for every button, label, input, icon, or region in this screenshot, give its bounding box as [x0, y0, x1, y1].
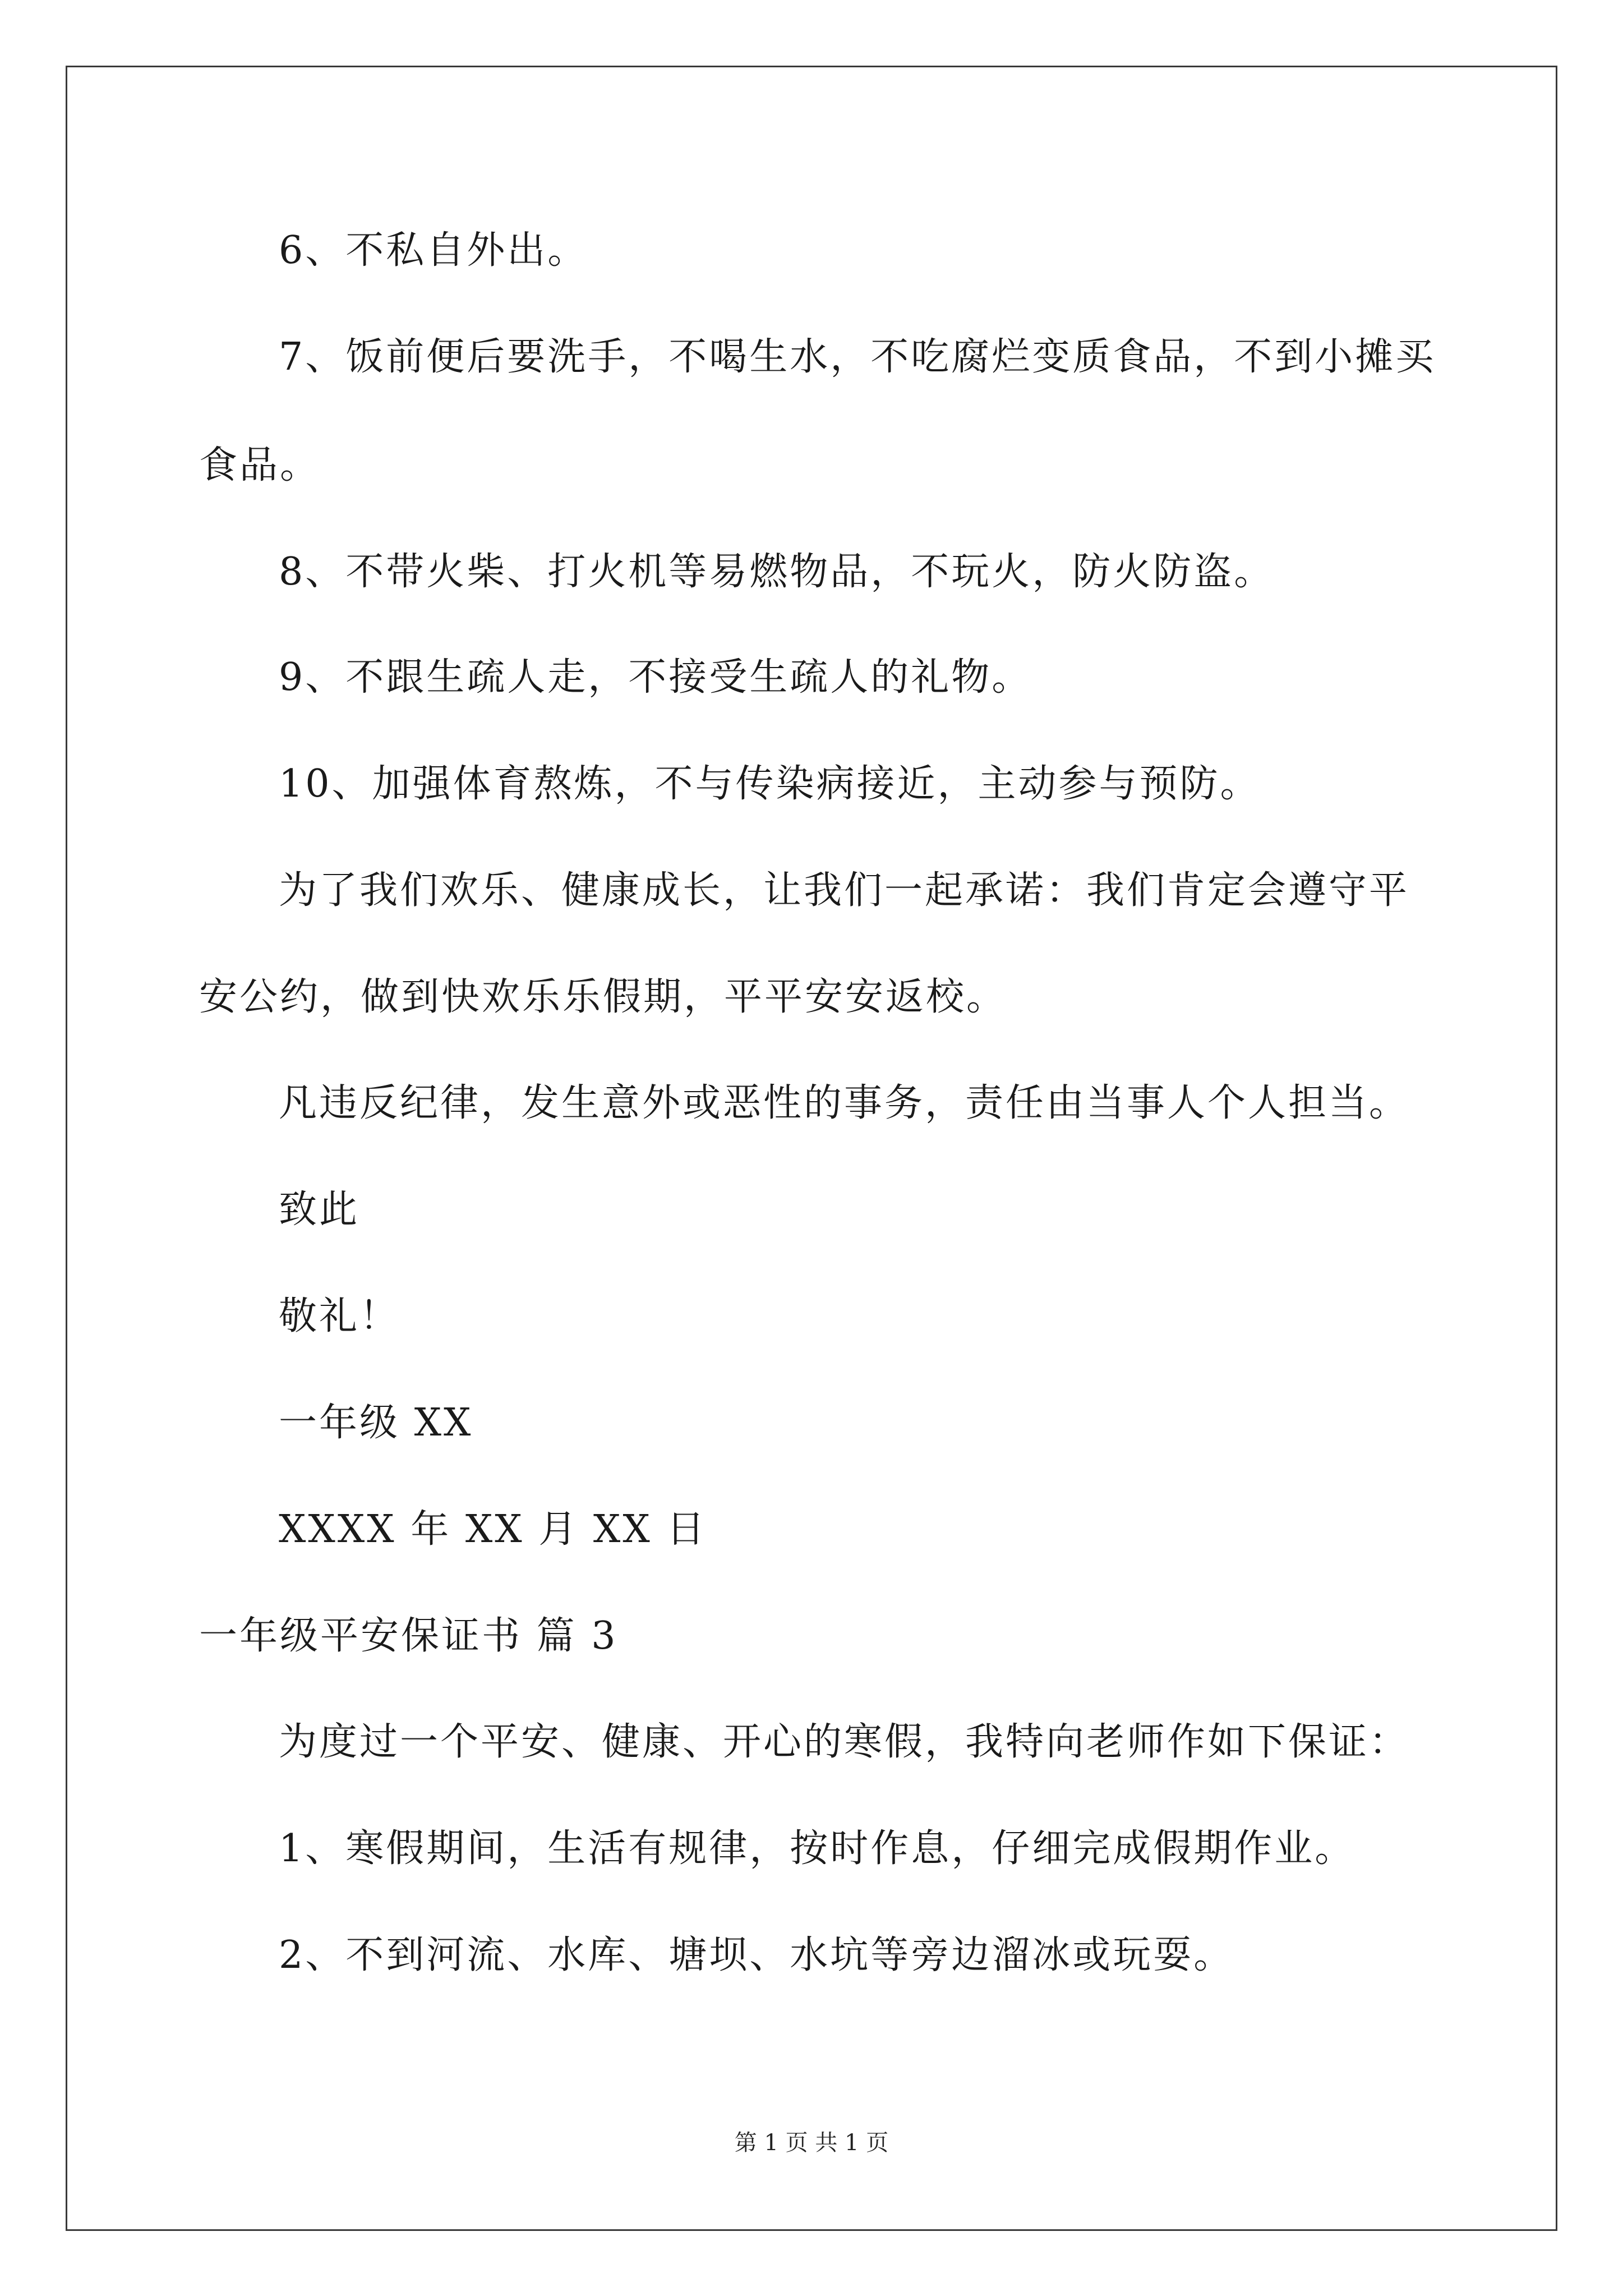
text-line: 一年级 XX [279, 1401, 473, 1445]
section-heading: 一年级平安保证书 篇 3 [199, 1614, 618, 1658]
text-line: 敬礼！ [279, 1294, 400, 1338]
text-line: 2、不到河流、水库、塘坝、水坑等旁边溜冰或玩耍。 [279, 1933, 1234, 1977]
text-line: 7、饭前便后要洗手，不喝生水，不吃腐烂变质食品，不到小摊买 [279, 335, 1436, 379]
text-line: 为度过一个平安、健康、开心的寒假，我特向老师作如下保证： [279, 1720, 1410, 1764]
text-line: 1、寒假期间，生活有规律，按时作息，仔细完成假期作业。 [279, 1826, 1355, 1871]
text-line: 凡违反纪律，发生意外或恶性的事务，责任由当事人个人担当。 [279, 1081, 1410, 1125]
text-line: 食品。 [199, 443, 321, 487]
page-footer [0, 2129, 1623, 2157]
text-line: 安公约，做到快欢乐乐假期，平平安安返校。 [199, 975, 1007, 1019]
page-number: 第 1 页 共 1 页 [734, 2130, 889, 2156]
text-line: 6、不私自外出。 [279, 228, 588, 273]
text-line: XXXX 年 XX 月 XX 日 [279, 1507, 707, 1552]
text-line: 10、加强体育熬炼，不与传染病接近，主动参与预防。 [279, 762, 1261, 806]
text-line: 8、不带火柴、打火机等易燃物品，不玩火，防火防盗。 [279, 550, 1275, 594]
text-line: 为了我们欢乐、健康成长，让我们一起承诺：我们肯定会遵守平 [279, 868, 1410, 913]
text-line: 致此 [279, 1188, 360, 1232]
text-line: 9、不跟生疏人走，不接受生疏人的礼物。 [279, 655, 1032, 700]
page-border [66, 66, 1557, 2231]
